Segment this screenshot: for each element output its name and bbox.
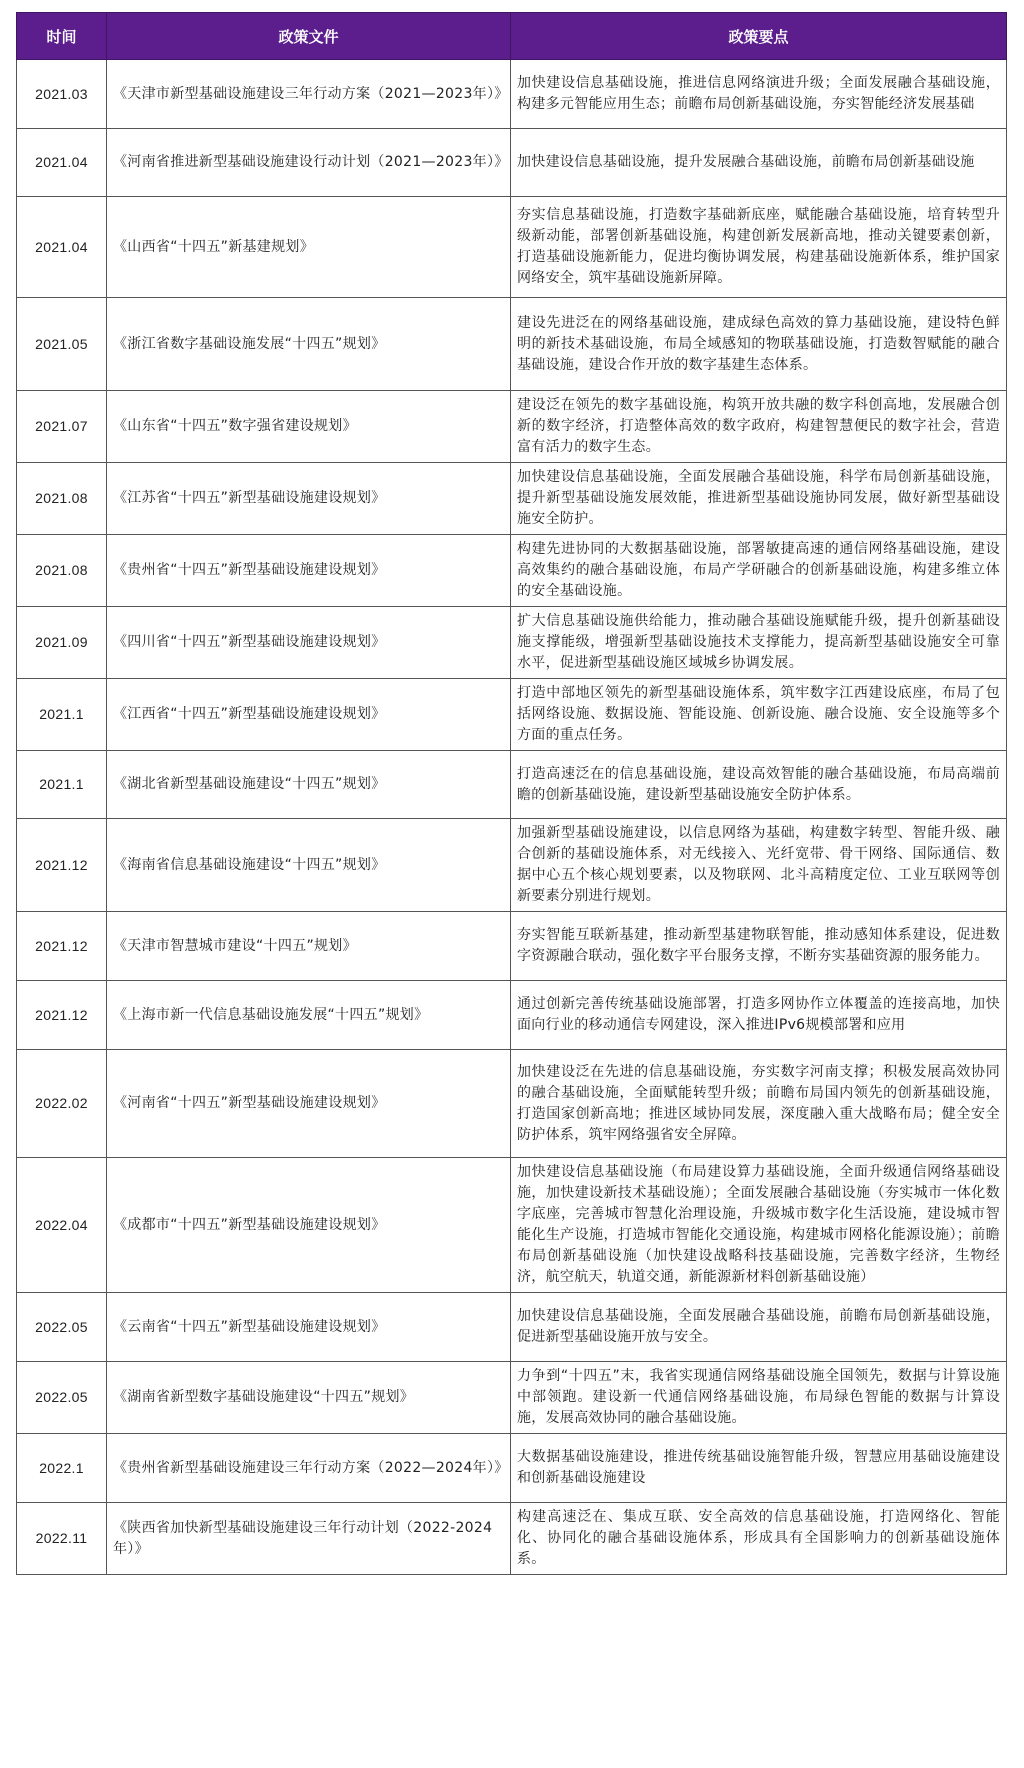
date-cell: 2021.12	[17, 912, 107, 981]
date-cell: 2021.09	[17, 607, 107, 679]
table-body	[17, 60, 1007, 1575]
table-row	[17, 1362, 1007, 1434]
table-row	[17, 60, 1007, 129]
document-cell: 《浙江省数字基础设施发展“十四五”规划》	[107, 298, 511, 391]
date-cell: 2021.12	[17, 981, 107, 1050]
points-cell: 加快建设泛在先进的信息基础设施，夯实数字河南支撑；积极发展高效协同的融合基础设施，全面赋能转型升级；前瞻布局国内领先的创新基础设施，打造国家创新高地；推进区域协同发展，深度融入重大战略布局；健全安全防护体系，筑牢网络强省安全屏障。	[511, 1050, 1007, 1158]
points-cell: 建设泛在领先的数字基础设施，构筑开放共融的数字科创高地，发展融合创新的数字经济，打造整体高效的数字政府，构建智慧便民的数字社会，营造富有活力的数字生态。	[511, 391, 1007, 463]
points-cell: 通过创新完善传统基础设施部署，打造多网协作立体覆盖的连接高地，加快面向行业的移动通信专网建设，深入推进IPv6规模部署和应用	[511, 981, 1007, 1050]
document-cell: 《河南省“十四五”新型基础设施建设规划》	[107, 1050, 511, 1158]
points-cell: 夯实智能互联新基建，推动新型基建物联智能，推动感知体系建设，促进数字资源融合联动，强化数字平台服务支撑，不断夯实基础资源的服务能力。	[511, 912, 1007, 981]
date-cell: 2021.03	[17, 60, 107, 129]
document-cell: 《贵州省“十四五”新型基础设施建设规划》	[107, 535, 511, 607]
document-cell: 《江苏省“十四五”新型基础设施建设规划》	[107, 463, 511, 535]
table-row	[17, 463, 1007, 535]
document-cell: 《四川省“十四五”新型基础设施建设规划》	[107, 607, 511, 679]
date-cell: 2022.02	[17, 1050, 107, 1158]
document-cell: 《天津市新型基础设施建设三年行动方案（2021—2023年）》	[107, 60, 511, 129]
table-row	[17, 607, 1007, 679]
table-row	[17, 129, 1007, 197]
table-row	[17, 1050, 1007, 1158]
date-cell: 2021.08	[17, 535, 107, 607]
points-cell: 加快建设信息基础设施，提升发展融合基础设施，前瞻布局创新基础设施	[511, 129, 1007, 197]
table-row	[17, 912, 1007, 981]
date-cell: 2022.05	[17, 1293, 107, 1362]
points-cell: 夯实信息基础设施，打造数字基础新底座，赋能融合基础设施，培育转型升级新动能，部署创新基础设施，构建创新发展新高地，推动关键要素创新，打造基础设施新能力，促进均衡协调发展，构建基础设施新体系，维护国家网络安全，筑牢基础设施新屏障。	[511, 197, 1007, 298]
points-cell: 加快建设信息基础设施，全面发展融合基础设施，科学布局创新基础设施，提升新型基础设施发展效能，推进新型基础设施协同发展，做好新型基础设施安全防护。	[511, 463, 1007, 535]
policy-table	[16, 12, 1007, 1575]
points-cell: 扩大信息基础设施供给能力，推动融合基础设施赋能升级，提升创新基础设施支撑能级，增强新型基础设施技术支撑能力，提高新型基础设施安全可靠水平，促进新型基础设施区域城乡协调发展。	[511, 607, 1007, 679]
document-cell: 《山西省“十四五”新基建规划》	[107, 197, 511, 298]
points-cell: 建设先进泛在的网络基础设施，建成绿色高效的算力基础设施，建设特色鲜明的新技术基础设施，布局全域感知的物联基础设施，打造数智赋能的融合基础设施，建设合作开放的数字基建生态体系。	[511, 298, 1007, 391]
date-cell: 2022.04	[17, 1158, 107, 1293]
date-cell: 2022.11	[17, 1503, 107, 1575]
document-cell: 《江西省“十四五”新型基础设施建设规划》	[107, 679, 511, 751]
points-cell: 力争到“十四五”末，我省实现通信网络基础设施全国领先，数据与计算设施中部领跑。建设新一代通信网络基础设施，布局绿色智能的数据与计算设施，发展高效协同的融合基础设施。	[511, 1362, 1007, 1434]
table-row	[17, 1434, 1007, 1503]
table-row	[17, 751, 1007, 819]
points-cell: 加快建设信息基础设施（布局建设算力基础设施，全面升级通信网络基础设施，加快建设新技术基础设施）；全面发展融合基础设施（夯实城市一体化数字底座，完善城市智慧化治理设施，升级城市数字化生活设施，建设城市智能化生产设施，打造城市智能化交通设施，构建城市网格化能源设施）；前瞻布局创新基础设施（加快建设战略科技基础设施，完善数字经济，生物经济，航空航天，轨道交通，新能源新材料创新基础设施）	[511, 1158, 1007, 1293]
table-row	[17, 197, 1007, 298]
document-cell: 《成都市“十四五”新型基础设施建设规划》	[107, 1158, 511, 1293]
date-cell: 2021.12	[17, 819, 107, 912]
document-cell: 《海南省信息基础设施建设“十四五”规划》	[107, 819, 511, 912]
document-cell: 《湖南省新型数字基础设施建设“十四五”规划》	[107, 1362, 511, 1434]
document-cell: 《山东省“十四五”数字强省建设规划》	[107, 391, 511, 463]
header-points: 政策要点	[511, 13, 1007, 60]
table-header-row	[17, 13, 1007, 60]
table-row	[17, 819, 1007, 912]
date-cell: 2021.1	[17, 679, 107, 751]
points-cell: 打造高速泛在的信息基础设施，建设高效智能的融合基础设施，布局高端前瞻的创新基础设施，建设新型基础设施安全防护体系。	[511, 751, 1007, 819]
points-cell: 打造中部地区领先的新型基础设施体系，筑牢数字江西建设底座，布局了包括网络设施、数据设施、智能设施、创新设施、融合设施、安全设施等多个方面的重点任务。	[511, 679, 1007, 751]
table-row	[17, 1158, 1007, 1293]
document-cell: 《河南省推进新型基础设施建设行动计划（2021—2023年）》	[107, 129, 511, 197]
date-cell: 2022.05	[17, 1362, 107, 1434]
date-cell: 2021.07	[17, 391, 107, 463]
document-cell: 《云南省“十四五”新型基础设施建设规划》	[107, 1293, 511, 1362]
date-cell: 2021.04	[17, 197, 107, 298]
points-cell: 加强新型基础设施建设，以信息网络为基础，构建数字转型、智能升级、融合创新的基础设施体系，对无线接入、光纤宽带、骨干网络、国际通信、数据中心五个核心规划要素，以及物联网、北斗高精度定位、工业互联网等创新要素分别进行规划。	[511, 819, 1007, 912]
points-cell: 大数据基础设施建设，推进传统基础设施智能升级，智慧应用基础设施建设和创新基础设施建设	[511, 1434, 1007, 1503]
document-cell: 《陕西省加快新型基础设施建设三年行动计划（2022-2024年）》	[107, 1503, 511, 1575]
table-row	[17, 981, 1007, 1050]
date-cell: 2021.1	[17, 751, 107, 819]
header-date: 时间	[17, 13, 107, 60]
table-row	[17, 298, 1007, 391]
points-cell: 构建高速泛在、集成互联、安全高效的信息基础设施，打造网络化、智能化、协同化的融合基础设施体系，形成具有全国影响力的创新基础设施体系。	[511, 1503, 1007, 1575]
date-cell: 2021.08	[17, 463, 107, 535]
table-row	[17, 535, 1007, 607]
date-cell: 2022.1	[17, 1434, 107, 1503]
document-cell: 《上海市新一代信息基础设施发展“十四五”规划》	[107, 981, 511, 1050]
policy-table-container	[16, 12, 1006, 1575]
table-row	[17, 1503, 1007, 1575]
table-row	[17, 391, 1007, 463]
date-cell: 2021.05	[17, 298, 107, 391]
points-cell: 加快建设信息基础设施，全面发展融合基础设施，前瞻布局创新基础设施，促进新型基础设施开放与安全。	[511, 1293, 1007, 1362]
table-row	[17, 1293, 1007, 1362]
header-document: 政策文件	[107, 13, 511, 60]
document-cell: 《湖北省新型基础设施建设“十四五”规划》	[107, 751, 511, 819]
document-cell: 《天津市智慧城市建设“十四五”规划》	[107, 912, 511, 981]
points-cell: 构建先进协同的大数据基础设施，部署敏捷高速的通信网络基础设施，建设高效集约的融合基础设施，布局产学研融合的创新基础设施，构建多维立体的安全基础设施。	[511, 535, 1007, 607]
date-cell: 2021.04	[17, 129, 107, 197]
table-row	[17, 679, 1007, 751]
points-cell: 加快建设信息基础设施，推进信息网络演进升级；全面发展融合基础设施，构建多元智能应用生态；前瞻布局创新基础设施，夯实智能经济发展基础	[511, 60, 1007, 129]
document-cell: 《贵州省新型基础设施建设三年行动方案（2022—2024年）》	[107, 1434, 511, 1503]
